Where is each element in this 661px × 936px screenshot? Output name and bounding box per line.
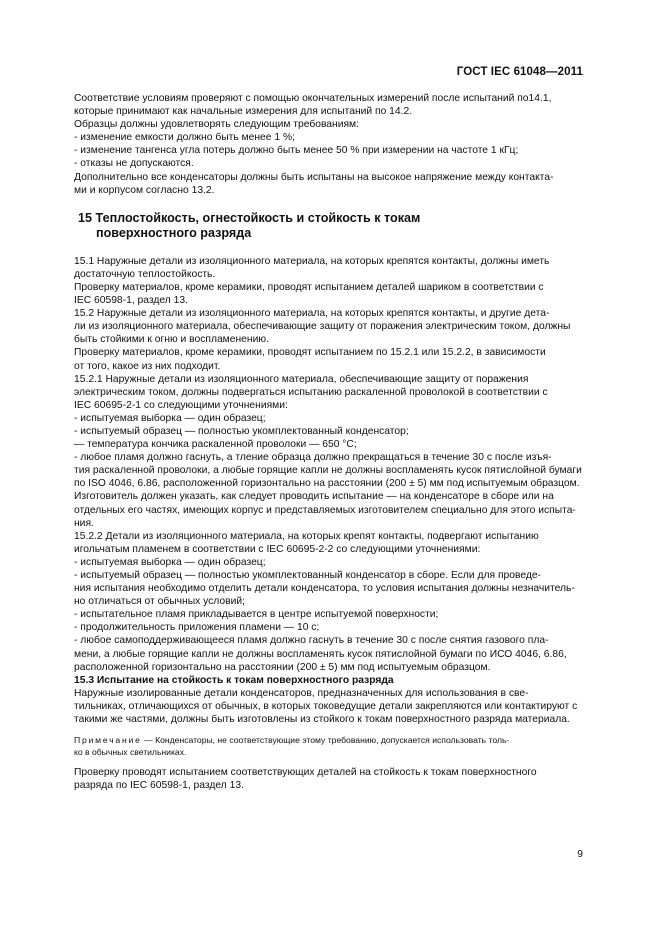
text-line: ния. [74,517,94,529]
list-item: - любое пламя должно гаснуть, а тление образца должно прекращаться в течение 30 с после изъя- [74,452,552,464]
text-line: 15.2.2 Детали из изоляционного материала, на которых крепят контакты, подвергают испытанию [74,530,539,542]
text-line: быть стойкими к огню и воспламенению. [74,334,269,346]
text-line: Проверку материалов, кроме керамики, проводят испытанием деталей шариком в соответствии с [74,281,544,293]
list-item: - испытуемый образец — полностью укомплектованный конденсатор; [74,425,409,437]
text-line: Проверку материалов, кроме керамики, проводят испытанием по 15.2.1 или 15.2.2, в зависимости [74,347,546,359]
section-15-3-heading: 15.3 Испытание на стойкость к токам поверхностного разряда [74,674,394,686]
section-15-body [74,255,584,674]
note-line-2: ко в обычных светильниках. [74,747,187,758]
text-line: 15.1 Наружные детали из изоляционного материала, на которых крепятся контакты, должны иметь [74,255,550,267]
section-15-title-line1: 15 Теплостойкость, огнестойкость и стойкость к токам [78,210,421,225]
list-item: - испытуемая выборка — один образец; [74,556,266,568]
text-line: тильниках, отличающихся от обычных, в которых токоведущие детали закрепляются или контактируют с [74,700,578,712]
intro-section [74,92,584,197]
section-15-title-line2: поверхностного разряда [96,225,252,240]
text-line: тия раскаленной проволоки, а любые горящие капли не должны воспламенять кусок пятислойной бумаги [74,465,582,477]
text-line: ми и корпусом согласно 13.2. [74,184,215,196]
text-line: IEC 60695-2-1 со следующими уточнениями: [74,399,288,411]
text-line: ния испытания необходимо отделить детали конденсатора, то условия испытания должны незначитель- [74,583,575,595]
list-item: - испытуемая выборка — один образец; [74,412,266,424]
list-item: - испытуемый образец — полностью укомплектованный конденсатор в сборе. Если для проведе- [74,570,541,581]
list-item: - продолжительность приложения пламени — 10 с; [74,622,320,634]
list-item: - любое самоподдерживающееся пламя должно гаснуть в течение 30 с после снятия газового пла- [74,635,549,647]
text-line: от того, какое из них подходит. [74,360,221,372]
text-line: Образцы должны удовлетворять следующим требованиям: [74,119,359,131]
list-item: - отказы не допускаются. [74,158,194,170]
text-line: 15.2 Наружные детали из изоляционного материала, на которых крепятся контакты, и другие дета- [74,308,550,320]
text-line: отдельных его частях, имеющих корпус и представляемых изготовителем специально для этого испыта- [74,504,576,516]
text-line: но отличаться от обычных условий; [74,596,245,608]
list-item: — температура кончика раскаленной проволоки — 650 °C; [74,439,357,451]
note-text-1: — Конденсаторы, не соответствующие этому требованию, допускается использовать толь- [141,735,510,746]
document-id-header: ГОСТ IEC 61048—2011 [456,66,583,78]
text-line: по ISO 4046, 6.86, расположенной горизонтально на расстоянии (200 ± 5) мм под испытуемым образцом. [74,478,580,490]
page-number: 9 [577,849,583,860]
text-line: 15.2.1 Наружные детали из изоляционного материала, обеспечивающие защиту от поражения [74,373,529,385]
section-15-heading [74,211,584,241]
text-line: Проверку проводят испытанием соответствующих деталей на стойкость к токам поверхностного [74,767,537,779]
list-item: - изменение тангенса угла потерь должно быть менее 50 % при измерении на частоте 1 кГц; [74,145,519,157]
section-15-3 [74,674,584,726]
text-line: мени, а любые горящие капли не должны воспламенять кусок пятислойной бумаги по ИСО 4046, 6.86, [74,648,567,660]
text-line: Изготовитель должен указать, как следует проводить испытание — на конденсаторе в сборе или на [74,491,554,503]
text-line: Дополнительно все конденсаторы должны быть испытаны на высокое напряжение между контакта- [74,171,554,183]
closing-paragraph [74,766,584,792]
text-line: такими же частями, должны быть изготовлены из стойкого к токам поверхностного разряда материала. [74,714,570,726]
text-line: IEC 60598-1, раздел 13. [74,295,188,307]
text-line: достаточную теплостойкость. [74,268,216,280]
text-line: ли из изоляционного материала, обеспечивающие защиту от поражения электрическим током, должны [74,321,571,333]
list-item: - изменение емкости должно быть менее 1 %; [74,132,295,144]
note-label: Примечание [74,735,142,746]
document-body [74,92,584,792]
text-line: электрическим током, должны подвергаться испытанию раскаленной проволокой в соответствии с [74,386,548,398]
text-line: игольчатым пламенем в соответствии с IEC 60695-2-2 со следующими уточнениями: [74,543,481,555]
note-line-1 [74,734,584,746]
list-item: - испытательное пламя прикладывается в центре испытуемой поверхности; [74,609,439,621]
text-line: Наружные изолированные детали конденсаторов, предназначенных для использования в све- [74,687,529,699]
note-block [74,734,584,758]
text-line: Соответствие условиям проверяют с помощью окончательных измерений после испытаний по14.1, [74,93,552,104]
text-line: которые принимают как начальные измерения для испытаний по 14.2. [74,106,413,118]
text-line: расположенной горизонтально на расстоянии (200 ± 5) мм под испытуемым образцом. [74,661,491,673]
text-line: разряда по IEC 60598-1, раздел 13. [74,780,244,792]
